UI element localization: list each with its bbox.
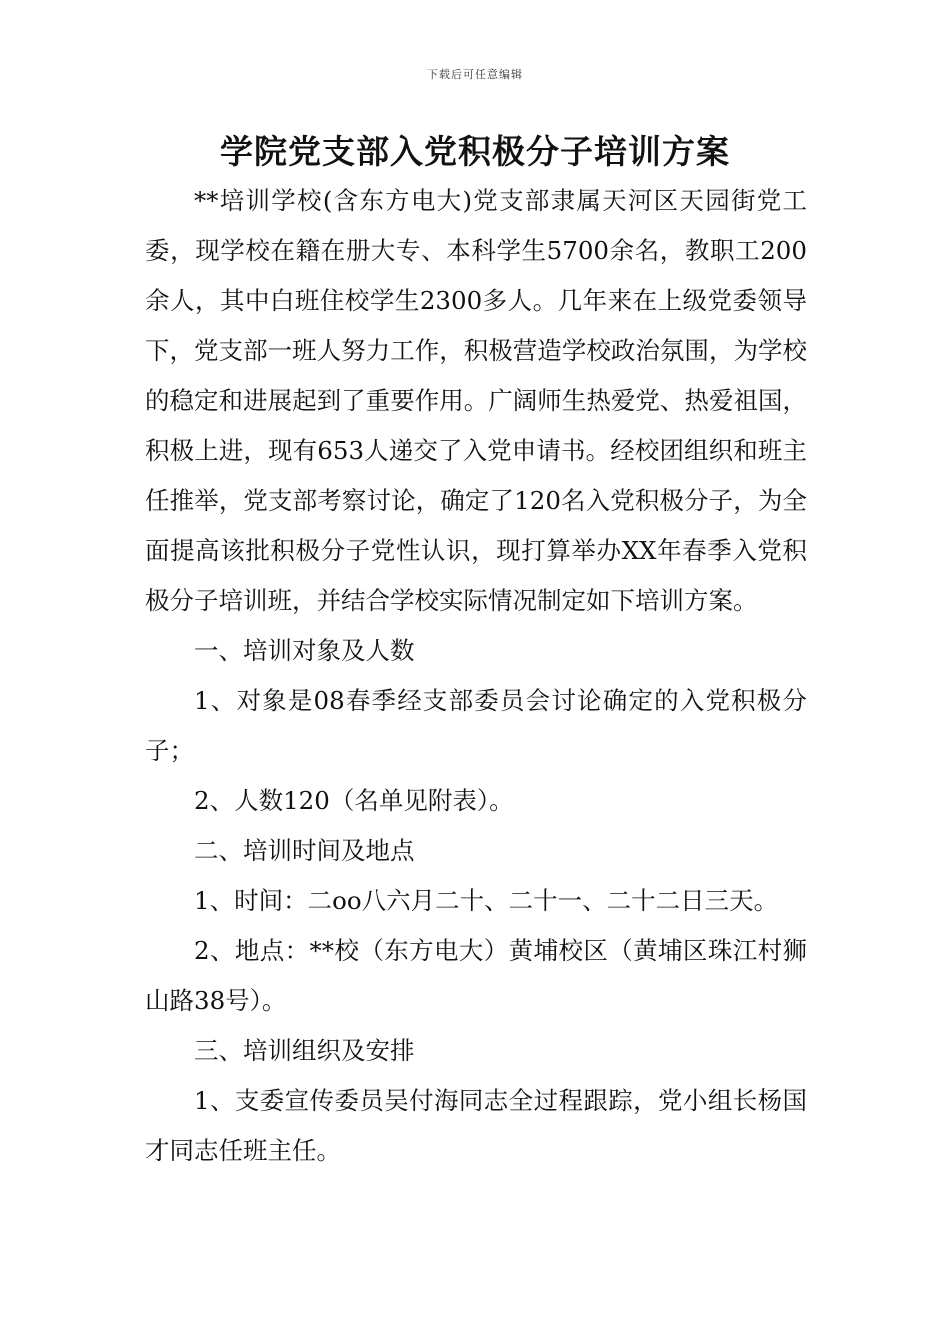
list-item: 1、对象是08春季经支部委员会讨论确定的入党积极分子； — [145, 686, 807, 765]
list-item: 1、时间：二oo八六月二十、二十一、二十二日三天。 — [194, 886, 779, 915]
document-title: 学院党支部入党积极分子培训方案 — [220, 132, 730, 171]
list-item: 2、地点：**校（东方电大）黄埔校区（黄埔区珠江村狮山路38号）。 — [145, 936, 807, 1015]
document-body — [145, 176, 807, 1176]
section-heading-3: 三、培训组织及安排 — [194, 1036, 415, 1065]
header-note: 下载后可任意编辑 — [427, 68, 523, 81]
section-heading-1: 一、培训对象及人数 — [194, 636, 415, 665]
section-heading-2: 二、培训时间及地点 — [194, 836, 415, 865]
list-item: 1、支委宣传委员吴付海同志全过程跟踪，党小组长杨国才同志任班主任。 — [145, 1086, 807, 1165]
list-item: 2、人数120（名单见附表）。 — [194, 786, 514, 815]
intro-paragraph: **培训学校(含东方电大)党支部隶属天河区天园街党工委，现学校在籍在册大专、本科学生5700余名，教职工200余人，其中白班住校学生2300多人。几年来在上级党委领导下，党支部一班人努力工作，积极营造学校政治氛围，为学校的稳定和进展起到了重要作用。广阔师生热爱党、热爱祖国，积极上进，现有653人递交了入党申请书。经校团组织和班主任推举，党支部考察讨论，确定了120名入党积极分子，为全面提高该批积极分子党性认识，现打算举办XX年春季入党积极分子培训班，并结合学校实际情况制定如下培训方案。 — [145, 186, 807, 615]
